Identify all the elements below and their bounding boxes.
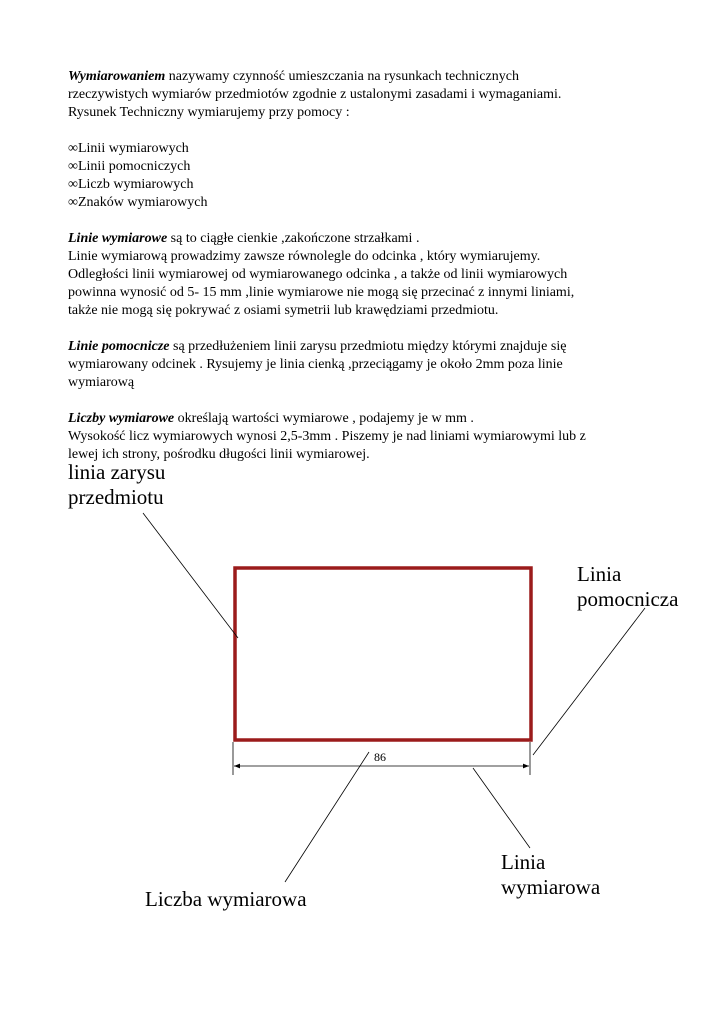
paragraph-line: Wysokość licz wymiarowych wynosi 2,5-3mm . Piszemy je nad liniami wymiarowymi lub z <box>68 429 586 444</box>
label-dimension-number: Liczba wymiarowa <box>145 887 307 911</box>
leader-number <box>285 752 369 882</box>
linie-pomocnicze-rest: są przedłużeniem linii zarysu przedmiotu między którymi znajduje się <box>169 339 567 354</box>
label-dim-line1: Linia <box>501 850 546 874</box>
leader-dimline <box>473 768 530 848</box>
paragraph-line: powinna wynosić od 5- 15 mm ,linie wymiarowe nie mogą się przecinać z innymi liniami, <box>68 285 575 300</box>
leader-outline <box>143 513 238 638</box>
bullet-text: Znaków wymiarowych <box>77 195 208 210</box>
term-linie-wymiarowe: Linie wymiarowe <box>68 231 168 246</box>
intro-line-3: Rysunek Techniczny wymiarujemy przy pomocy : <box>68 105 350 120</box>
paragraph-line: Odległości linii wymiarowej od wymiarowanego odcinka , a także od linii wymiarowych <box>68 267 568 282</box>
dimension-number: 86 <box>374 750 386 764</box>
label-outline-line1: linia zarysu <box>68 460 166 484</box>
leader-aux <box>533 608 645 755</box>
paragraph-line: wymiarową <box>68 375 135 390</box>
paragraph-line: także nie mogą się pokrywać z osiami symetrii lub krawędziami przedmiotu. <box>68 303 499 318</box>
label-outline-line2: przedmiotu <box>68 485 164 509</box>
intro-rest: nazywamy czynność umieszczania na rysunkach technicznych <box>165 69 519 84</box>
infinity-icon: ∞ <box>68 195 78 210</box>
infinity-icon: ∞ <box>68 141 78 156</box>
term-liczby-wymiarowe: Liczby wymiarowe <box>68 411 175 426</box>
paragraph-line: lewej ich strony, pośrodku długości linii wymiarowej. <box>68 447 370 462</box>
bullet-text: Linii wymiarowych <box>77 141 189 156</box>
bullet-text: Liczb wymiarowych <box>77 177 194 192</box>
intro-line-2: rzeczywistych wymiarów przedmiotów zgodnie z ustalonymi zasadami i wymaganiami. <box>68 87 562 102</box>
paragraph-line: Linie wymiarową prowadzimy zawsze równolegle do odcinka , który wymiarujemy. <box>68 249 541 264</box>
term-linie-pomocnicze: Linie pomocnicze <box>68 339 170 354</box>
bullet-text: Linii pomocniczych <box>77 159 191 174</box>
label-aux-line1: Linia <box>577 562 622 586</box>
object-outline <box>235 568 531 740</box>
infinity-icon: ∞ <box>68 159 78 174</box>
linie-wymiarowe-rest: są to ciągłe cienkie ,zakończone strzałkami . <box>167 231 420 246</box>
liczby-wymiarowe-rest: określają wartości wymiarowe , podajemy je w mm . <box>174 411 474 426</box>
label-aux-line2: pomocnicza <box>577 587 679 611</box>
paragraph-line: wymiarowany odcinek . Rysujemy je linia cienką ,przeciągamy je około 2mm poza linie <box>68 357 563 372</box>
term-wymiarowanie: Wymiarowaniem <box>68 69 166 84</box>
label-dim-line2: wymiarowa <box>501 875 601 899</box>
infinity-icon: ∞ <box>68 177 78 192</box>
